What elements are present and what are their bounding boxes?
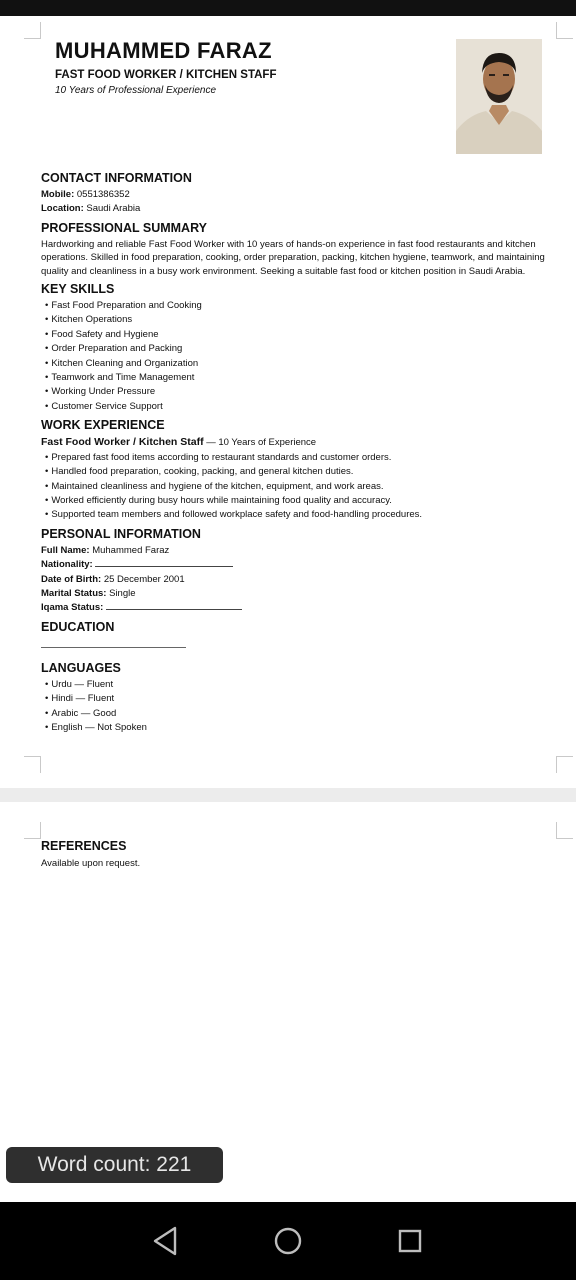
navigation-bar: [0, 1202, 576, 1280]
work-section: [41, 417, 553, 522]
document-page-2[interactable]: [0, 802, 576, 1202]
skill-item: • Order Preparation and Packing: [41, 342, 553, 356]
summary-heading: PROFESSIONAL SUMMARY: [41, 220, 207, 235]
work-duty-item: • Handled food preparation, cooking, packing, and general kitchen duties.: [41, 465, 553, 479]
word-count-badge: Word count: 221: [6, 1147, 223, 1183]
personal-section: [41, 526, 553, 616]
resume-name: MUHAMMED FARAZ: [55, 38, 272, 63]
full-name-line: [41, 544, 553, 558]
profile-photo-image: [456, 39, 542, 154]
education-section: [41, 619, 553, 648]
contact-section: [41, 170, 553, 217]
mobile-label: Mobile:: [41, 189, 75, 200]
status-bar: [0, 0, 576, 16]
dob-line: [41, 573, 553, 587]
resume-body: [41, 170, 553, 738]
resume-job-title: FAST FOOD WORKER / KITCHEN STAFF: [55, 69, 277, 81]
work-duty-item: • Supported team members and followed workplace safety and food-handling procedures.: [41, 508, 553, 522]
iqama-line: [41, 601, 553, 615]
mobile-line: [41, 188, 553, 202]
nationality-label: Nationality:: [41, 559, 93, 571]
page-margin-corner: [24, 822, 41, 839]
mobile-value: 0551386352: [76, 189, 130, 200]
skills-heading: KEY SKILLS: [41, 282, 115, 297]
dob-value: 25 December 2001: [103, 573, 185, 585]
work-duty-item: • Worked efficiently during busy hours while maintaining food quality and accuracy.: [41, 494, 553, 508]
resume-experience-tagline: 10 Years of Professional Experience: [55, 85, 217, 96]
education-heading: EDUCATION: [41, 619, 115, 634]
work-duty-item: • Prepared fast food items according to restaurant standards and customer orders.: [41, 451, 553, 465]
skill-item: • Teamwork and Time Management: [41, 371, 553, 385]
location-value: Saudi Arabia: [86, 203, 141, 215]
nationality-blank: [95, 565, 233, 567]
location-line: [41, 202, 553, 216]
references-text: Available upon request.: [41, 858, 141, 869]
skill-item: • Food Safety and Hygiene: [41, 328, 553, 342]
languages-section: [41, 660, 553, 736]
back-triangle-icon: [144, 1219, 188, 1263]
skill-item: • Working Under Pressure: [41, 385, 553, 399]
skill-item: • Customer Service Support: [41, 400, 553, 414]
page-margin-corner: [24, 756, 41, 773]
work-role: Fast Food Worker / Kitchen Staff: [41, 436, 204, 449]
recents-square-icon: [388, 1219, 432, 1263]
marital-value: Single: [109, 587, 136, 599]
home-circle-icon: [266, 1219, 310, 1263]
contact-heading: CONTACT INFORMATION: [41, 171, 192, 185]
work-role-line: [41, 435, 553, 450]
nationality-line: [41, 558, 553, 572]
work-duty-item: • Maintained cleanliness and hygiene of the kitchen, equipment, and work areas.: [41, 480, 553, 494]
page-margin-corner: [556, 22, 573, 39]
work-role-duration: — 10 Years of Experience: [203, 437, 317, 449]
full-name-value: Muhammed Faraz: [92, 544, 170, 556]
summary-text: Hardworking and reliable Fast Food Worker with 10 years of hands-on experience in fast food restaurants and kitchen operations. Skilled in food preparation, cooking, order preparation, packing, kitchen hygiene, teamwork, and maintaining quality and cleanliness in a busy work environment. Seeking a suitable fast food or kitchen position in Saudi Arabia.: [41, 238, 545, 277]
marital-line: [41, 587, 553, 601]
skill-item: • Fast Food Preparation and Cooking: [41, 299, 553, 313]
skill-item: • Kitchen Cleaning and Organization: [41, 357, 553, 371]
page-margin-corner: [24, 22, 41, 39]
skills-section: [41, 281, 553, 414]
home-button[interactable]: [266, 1219, 310, 1263]
references-section: [41, 838, 140, 872]
location-label: Location:: [41, 203, 84, 215]
languages-list: [41, 678, 553, 736]
languages-heading: LANGUAGES: [41, 660, 121, 675]
page-margin-corner: [556, 822, 573, 839]
recents-button[interactable]: [388, 1219, 432, 1263]
profile-photo[interactable]: [456, 39, 542, 154]
work-heading: WORK EXPERIENCE: [41, 418, 165, 433]
language-item: • Hindi — Fluent: [41, 692, 553, 706]
document-page-1[interactable]: [0, 16, 576, 788]
language-item: • Urdu — Fluent: [41, 678, 553, 692]
work-duties-list: [41, 451, 553, 523]
full-name-label: Full Name:: [41, 544, 90, 556]
personal-heading: PERSONAL INFORMATION: [41, 526, 201, 541]
marital-label: Marital Status:: [41, 587, 107, 599]
education-blank-line: [41, 647, 186, 648]
skills-list: [41, 299, 553, 414]
iqama-label: Iqama Status:: [41, 602, 104, 614]
dob-label: Date of Birth:: [41, 573, 102, 585]
summary-section: [41, 220, 553, 278]
skill-item: • Kitchen Operations: [41, 313, 553, 327]
language-item: • English — Not Spoken: [41, 721, 553, 735]
iqama-blank: [106, 608, 242, 610]
language-item: • Arabic — Good: [41, 707, 553, 721]
back-button[interactable]: [144, 1219, 188, 1263]
page-margin-corner: [556, 756, 573, 773]
references-heading: REFERENCES: [41, 839, 127, 853]
